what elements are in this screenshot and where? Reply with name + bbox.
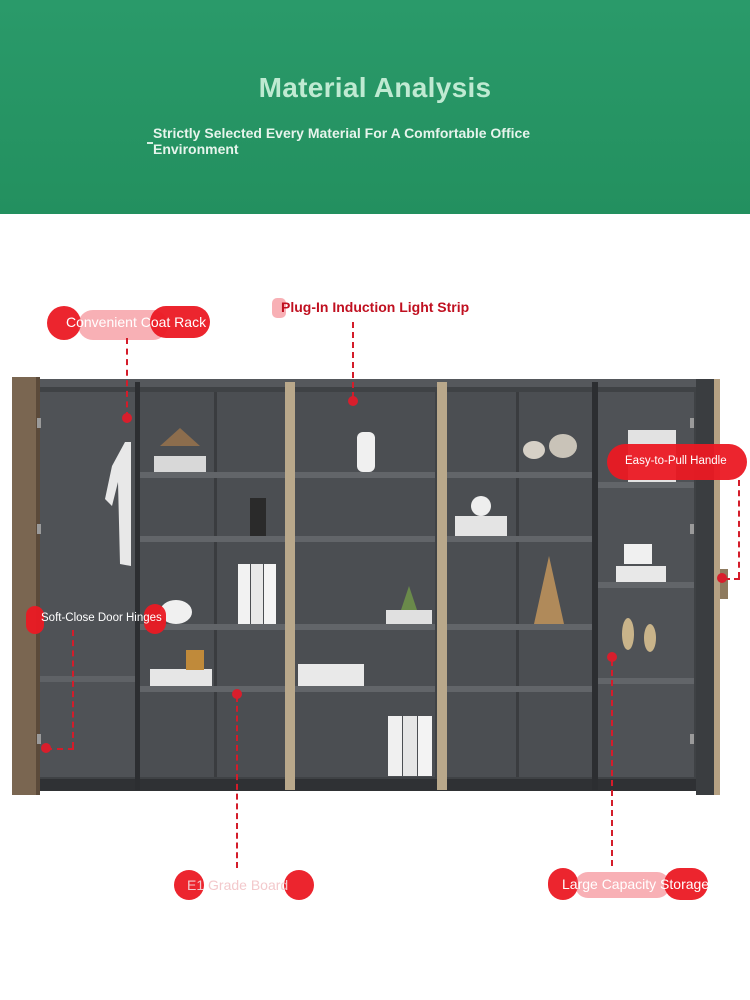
- callout-light-strip: Plug-In Induction Light Strip: [281, 299, 470, 315]
- left-door: [12, 377, 38, 795]
- marker-coat-rack: [122, 413, 132, 423]
- leader-handle: [738, 480, 740, 578]
- shelf: [40, 676, 135, 682]
- callout-handle: Easy-to-Pull Handle: [625, 455, 727, 467]
- leader-storage: [611, 660, 613, 866]
- cabinet-top: [30, 379, 700, 387]
- leader-light-strip: [352, 322, 354, 398]
- marker-light-strip: [348, 396, 358, 406]
- marker-board: [232, 689, 242, 699]
- header-banner: [0, 0, 750, 214]
- callout-board: E1 Grade Board: [187, 877, 289, 893]
- page-title: Material Analysis: [258, 72, 492, 103]
- marker-hinges: [41, 743, 51, 753]
- callout-hinges: Soft-Close Door Hinges: [41, 612, 162, 624]
- marker-handle: [717, 573, 727, 583]
- right-door-edge: [714, 379, 720, 795]
- divider: [516, 392, 519, 777]
- callout-coat-rack: Convenient Coat Rack: [66, 314, 207, 330]
- callout-blob: [284, 870, 314, 900]
- page-subtitle: Strictly Selected Every Material For A Comfortable Office Environment: [153, 125, 531, 157]
- section-2: [140, 392, 285, 777]
- leader-coat-rack: [126, 338, 128, 418]
- callout-storage: Large Capacity Storage: [562, 876, 710, 892]
- cabinet-base: [34, 779, 698, 791]
- product-scene: [0, 214, 750, 1000]
- leader-board: [236, 696, 238, 868]
- marker-storage: [607, 652, 617, 662]
- leader-hinges: [72, 630, 74, 748]
- frame-post: [285, 382, 295, 790]
- left-door-edge: [36, 377, 40, 795]
- frame-post: [135, 382, 140, 790]
- divider: [214, 392, 217, 777]
- frame-post: [592, 382, 598, 790]
- frame-post: [437, 382, 447, 790]
- section-coat: [40, 392, 135, 777]
